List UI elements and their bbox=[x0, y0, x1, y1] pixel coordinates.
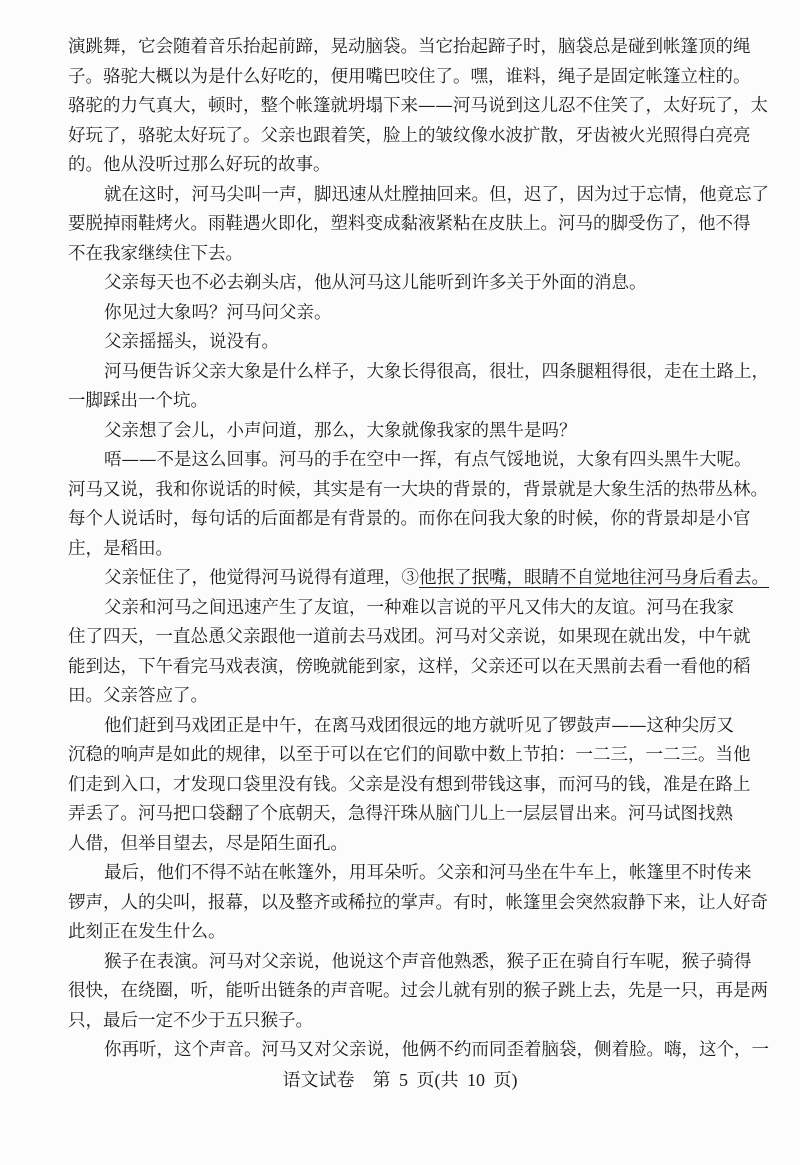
paragraph bbox=[68, 446, 768, 564]
text-line: 骆驼的力气真大，顿时，整个帐篷就坍塌下来——河马说到这儿忍不住笑了，太好玩了，太 bbox=[68, 96, 768, 116]
text-line: 子。骆驼大概以为是什么好吃的，便用嘴巴咬住了。嘿，谁料，绳子是固定帐篷立柱的。 bbox=[68, 66, 751, 87]
text-line: 只，最后一定不少于五只猴子。 bbox=[68, 1010, 313, 1031]
paragraph bbox=[68, 948, 768, 1037]
text-line: 父亲和河马之间迅速产生了友谊，一种难以言说的平凡又伟大的友谊。河马在我家 bbox=[104, 597, 734, 618]
text-line: 你见过大象吗？河马问父亲。 bbox=[104, 302, 332, 323]
text-line: 很快，在绕圈，听，能听出链条的声音呢。过会儿就有别的猴子跳上去，先是一只，再是两 bbox=[68, 981, 768, 1001]
text-line: 此刻正在发生什么。 bbox=[68, 922, 226, 942]
sentence-text: 父亲怔住了，他觉得河马说得有道理，③ bbox=[104, 568, 419, 588]
text-line: 的。他从没听过那么好玩的故事。 bbox=[68, 155, 331, 175]
text-line: 弄丢了。河马把口袋翻了个底朝天，急得汗珠从脑门儿上一层层冒出来。河马试图找熟 bbox=[68, 804, 733, 824]
text-line: 父亲想了会儿，小声问道，那么，大象就像我家的黑牛是吗？ bbox=[104, 420, 577, 441]
underlined-sentence-3: 他抿了抿嘴，眼睛不自觉地往河马身后看去。 bbox=[419, 568, 769, 588]
text-line: 庄，是稻田。 bbox=[68, 538, 173, 559]
paragraph bbox=[68, 417, 720, 447]
paragraph bbox=[68, 328, 720, 358]
text-line: 锣声，人的尖叫，报幕，以及整齐或稀拉的掌声。有时，帐篷里会突然寂静下来，让人好奇 bbox=[68, 892, 768, 913]
text-line: 住了四天，一直怂恿父亲跟他一道前去马戏团。河马对父亲说，如果现在就出发，中午就 bbox=[68, 627, 751, 647]
exam-page-body bbox=[68, 33, 769, 1066]
text-line: 河马又说，我和你说话的时候，其实是有一大块的背景的，背景就是大象生活的热带丛林。 bbox=[68, 479, 768, 500]
paragraph bbox=[68, 1036, 769, 1066]
text-line: 要脱掉雨鞋烤火。雨鞋遇火即化，塑料变成黏液紧粘在皮肤上。河马的脚受伤了，他不得 bbox=[68, 214, 751, 234]
text-line: 田。父亲答应了。 bbox=[68, 686, 208, 706]
text-line: 他们赶到马戏团正是中午，在离马戏团很远的地方就听见了锣鼓声——这种尖厉又 bbox=[104, 715, 734, 736]
text-line bbox=[68, 564, 769, 594]
text-line: 你再听，这个声音。河马又对父亲说，他俩不约而同歪着脑袋，侧着脸。嗨，这个，一 bbox=[104, 1040, 769, 1060]
text-line: 好玩了，骆驼太好玩了。父亲也跟着笑，脸上的皱纹像水波扩散，牙齿被火光照得白亮亮 bbox=[68, 125, 751, 146]
text-line: 猴子在表演。河马对父亲说，他说这个声音他熟悉，猴子正在骑自行车呢，猴子骑得 bbox=[104, 951, 752, 972]
text-line: 父亲每天也不必去剃头店，他从河马这儿能听到许多关于外面的消息。 bbox=[104, 273, 647, 293]
text-line: 能到达，下午看完马戏表演，傍晚就能到家，这样，父亲还可以在天黑前去看一看他的稻 bbox=[68, 656, 751, 677]
text-line: 人借，但举目望去，尽是陌生面孔。 bbox=[68, 833, 348, 854]
text-line: 父亲摇摇头，说没有。 bbox=[104, 332, 279, 352]
text-line: 河马便告诉父亲大象是什么样子，大象长得很高，很壮，四条腿粗得很，走在土路上， bbox=[104, 361, 769, 382]
paragraph bbox=[68, 181, 769, 270]
paragraph bbox=[68, 33, 768, 181]
text-line: 演跳舞，它会随着音乐抬起前蹄，晃动脑袋。当它抬起蹄子时，脑袋总是碰到帐篷顶的绳 bbox=[68, 37, 751, 57]
page-footer: 语文试卷 第 5 页(共 10 页) bbox=[282, 1070, 518, 1090]
text-line: 不在我家继续住下去。 bbox=[68, 243, 243, 264]
text-line: 沉稳的响声是如此的规律，以至于可以在它们的间歇中数上节拍：一二三，一二三。当他 bbox=[68, 745, 751, 765]
paragraph bbox=[68, 358, 769, 417]
paragraph bbox=[68, 299, 720, 329]
paragraph bbox=[68, 594, 751, 712]
paragraph bbox=[68, 269, 720, 299]
paragraph bbox=[68, 712, 751, 860]
text-line: 就在这时，河马尖叫一声，脚迅速从灶膛抽回来。但，迟了，因为过于忘情，他竟忘了 bbox=[104, 184, 769, 205]
paragraph bbox=[68, 859, 768, 948]
text-line: 每个人说话时，每句话的后面都是有背景的。而你在问我大象的时候，你的背景却是小官 bbox=[68, 509, 751, 529]
text-line: 们走到入口，才发现口袋里没有钱。父亲是没有想到带钱这事，而河马的钱，准是在路上 bbox=[68, 774, 751, 795]
text-line: 最后，他们不得不站在帐篷外，用耳朵听。父亲和河马坐在牛车上，帐篷里不时传来 bbox=[104, 863, 752, 883]
text-line: 一脚踩出一个坑。 bbox=[68, 391, 208, 411]
text-line: 唔——不是这么回事。河马的手在空中一挥，有点气馁地说，大象有四头黑牛大呢。 bbox=[104, 450, 752, 470]
paragraph bbox=[68, 564, 769, 594]
